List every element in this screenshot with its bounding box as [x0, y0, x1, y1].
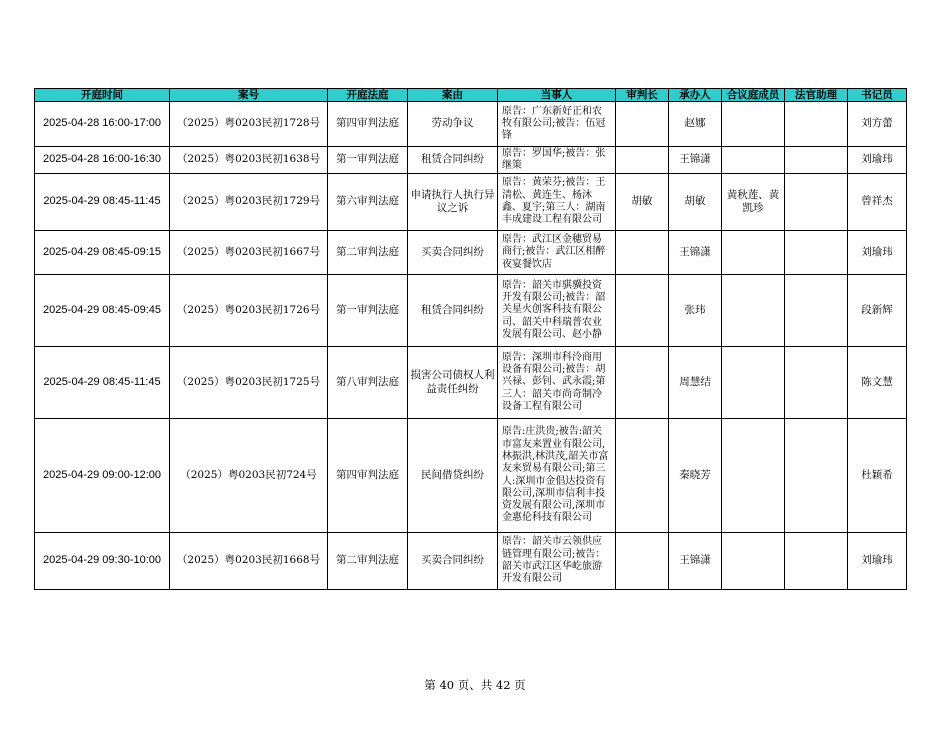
hearing-schedule-table	[34, 88, 907, 590]
cell-time: 2025-04-28 16:00-16:30	[35, 147, 170, 174]
cell-time: 2025-04-29 08:45-09:45	[35, 275, 170, 347]
column-header-time: 开庭时间	[35, 89, 170, 102]
cell-clerk: 刘瑜玮	[848, 533, 907, 590]
cell-cause: 买卖合同纠纷	[408, 533, 498, 590]
cell-assistant	[785, 533, 848, 590]
cell-handler: 赵娜	[669, 102, 722, 147]
cell-chief-judge	[616, 275, 669, 347]
column-header-cause: 案由	[408, 89, 498, 102]
cell-court: 第四审判法庭	[328, 102, 408, 147]
cell-case-no: （2025）粤0203民初1667号	[170, 231, 328, 275]
cell-time: 2025-04-29 09:00-12:00	[35, 419, 170, 533]
cell-panel: 黄秋莲、黄凯珍	[722, 174, 785, 231]
cell-chief-judge	[616, 147, 669, 174]
cell-parties: 原告：韶关市云领供应链管理有限公司;被告：韶关市武江区华屹旅游开发有限公司	[498, 533, 616, 590]
cell-court: 第一审判法庭	[328, 275, 408, 347]
cell-assistant	[785, 174, 848, 231]
cell-parties: 原告：武江区金穗贸易商行;被告：武江区相醉夜宴餐饮店	[498, 231, 616, 275]
column-header-chief-judge: 审判长	[616, 89, 669, 102]
cell-parties: 原告：韶关市骐骥投资开发有限公司;被告：韶关星火创客科技有限公司、韶关中科瑞普农业发展有限公司、赵小静	[498, 275, 616, 347]
cell-court: 第八审判法庭	[328, 347, 408, 419]
cell-assistant	[785, 275, 848, 347]
cell-court: 第四审判法庭	[328, 419, 408, 533]
cell-time: 2025-04-28 16:00-17:00	[35, 102, 170, 147]
cell-parties: 原告：深圳市科泠商用设备有限公司;被告：胡兴禄、彭钊、武永霞;第三人：韶关市尚奇制冷设备工程有限公司	[498, 347, 616, 419]
cell-time: 2025-04-29 08:45-11:45	[35, 174, 170, 231]
cell-clerk: 陈文慧	[848, 347, 907, 419]
cell-cause: 租赁合同纠纷	[408, 275, 498, 347]
cell-clerk: 刘方蕾	[848, 102, 907, 147]
cell-court: 第二审判法庭	[328, 231, 408, 275]
cell-case-no: （2025）粤0203民初1729号	[170, 174, 328, 231]
cell-assistant	[785, 231, 848, 275]
cell-cause: 劳动争议	[408, 102, 498, 147]
table-row	[35, 174, 907, 231]
cell-cause: 租赁合同纠纷	[408, 147, 498, 174]
cell-case-no: （2025）粤0203民初724号	[170, 419, 328, 533]
table-row	[35, 147, 907, 174]
cell-clerk: 段新辉	[848, 275, 907, 347]
table-header-row	[35, 89, 907, 102]
cell-handler: 王锦潇	[669, 231, 722, 275]
cell-panel	[722, 147, 785, 174]
column-header-case-no: 案号	[170, 89, 328, 102]
cell-panel	[722, 533, 785, 590]
cell-clerk: 杜颖希	[848, 419, 907, 533]
table-row	[35, 275, 907, 347]
cell-parties: 原告：罗国华;被告：张继策	[498, 147, 616, 174]
cell-clerk: 刘瑜玮	[848, 231, 907, 275]
cell-court: 第一审判法庭	[328, 147, 408, 174]
cell-clerk: 刘瑜玮	[848, 147, 907, 174]
column-header-handler: 承办人	[669, 89, 722, 102]
column-header-panel: 合议庭成员	[722, 89, 785, 102]
cell-parties: 原告：广东新好正和农牧有限公司;被告：伍冠锋	[498, 102, 616, 147]
column-header-parties: 当事人	[498, 89, 616, 102]
table-row	[35, 231, 907, 275]
cell-handler: 张玮	[669, 275, 722, 347]
cell-chief-judge	[616, 347, 669, 419]
cell-panel	[722, 275, 785, 347]
table-row	[35, 347, 907, 419]
cell-court: 第二审判法庭	[328, 533, 408, 590]
cell-handler: 秦晓芳	[669, 419, 722, 533]
cell-panel	[722, 102, 785, 147]
cell-panel	[722, 231, 785, 275]
cell-cause: 申请执行人执行异议之诉	[408, 174, 498, 231]
cell-handler: 胡敏	[669, 174, 722, 231]
cell-chief-judge: 胡敏	[616, 174, 669, 231]
cell-handler: 王锦潇	[669, 147, 722, 174]
table-row	[35, 533, 907, 590]
cell-assistant	[785, 419, 848, 533]
cell-chief-judge	[616, 231, 669, 275]
cell-handler: 王锦潇	[669, 533, 722, 590]
cell-clerk: 曾祥杰	[848, 174, 907, 231]
cell-panel	[722, 419, 785, 533]
cell-assistant	[785, 147, 848, 174]
cell-time: 2025-04-29 09:30-10:00	[35, 533, 170, 590]
cell-case-no: （2025）粤0203民初1638号	[170, 147, 328, 174]
cell-chief-judge	[616, 533, 669, 590]
cell-case-no: （2025）粤0203民初1728号	[170, 102, 328, 147]
cell-case-no: （2025）粤0203民初1725号	[170, 347, 328, 419]
cell-parties: 原告：黄荣芬;被告：王清松、黄连生、杨沐鑫、夏宇;第三人：湖南丰成建设工程有限公司	[498, 174, 616, 231]
cell-parties: 原告:庄洪贵;被告:韶关市富友来置业有限公司,林振洪,林洪茂,韶关市富友来贸易有限公司;第三人:深圳市金倡达投资有限公司,深圳市信利丰投资发展有限公司,深圳市金惠伦科技有限公司	[498, 419, 616, 533]
cell-case-no: （2025）粤0203民初1668号	[170, 533, 328, 590]
cell-assistant	[785, 102, 848, 147]
column-header-assistant: 法官助理	[785, 89, 848, 102]
table-row	[35, 102, 907, 147]
cell-court: 第六审判法庭	[328, 174, 408, 231]
cell-chief-judge	[616, 419, 669, 533]
cell-time: 2025-04-29 08:45-09:15	[35, 231, 170, 275]
page-number: 第 40 页、共 42 页	[424, 678, 526, 692]
cell-panel	[722, 347, 785, 419]
cell-cause: 损害公司债权人利益责任纠纷	[408, 347, 498, 419]
cell-assistant	[785, 347, 848, 419]
table-row	[35, 419, 907, 533]
column-header-clerk: 书记员	[848, 89, 907, 102]
column-header-court: 开庭法庭	[328, 89, 408, 102]
cell-case-no: （2025）粤0203民初1726号	[170, 275, 328, 347]
cell-handler: 周慧结	[669, 347, 722, 419]
cell-cause: 民间借贷纠纷	[408, 419, 498, 533]
cell-cause: 买卖合同纠纷	[408, 231, 498, 275]
cell-time: 2025-04-29 08:45-11:45	[35, 347, 170, 419]
cell-chief-judge	[616, 102, 669, 147]
